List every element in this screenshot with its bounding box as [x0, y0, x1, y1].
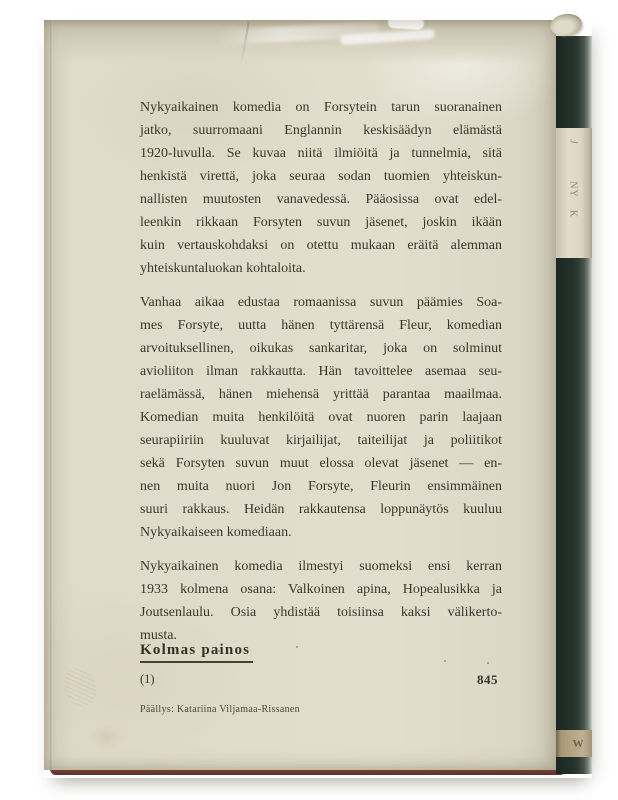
code-right: 845: [477, 672, 498, 687]
blurb-line: musta.: [140, 628, 177, 643]
blurb-line: suuri rakkaus. Heidän rakkautensa loppunäytös kuuluu: [140, 502, 502, 517]
blurb-text: [140, 96, 502, 658]
spine-title-band: [556, 128, 592, 258]
blurb-paragraph: [140, 96, 502, 280]
blurb-line: sekä Forsyten suvun muut elossa olevat jäsenet — en-: [140, 456, 502, 471]
blurb-paragraph: [140, 555, 502, 647]
spine-mid-segment: [556, 258, 592, 730]
spine-title-fragment: K: [567, 209, 579, 218]
blurb-line: raelämässä, hänen miehensä yrittää parantaa maailmaa.: [140, 387, 502, 402]
blurb-line: Komedian muita henkilöitä ovat nuoren parin laajaan: [140, 410, 502, 425]
stain: [90, 724, 124, 750]
blurb-line: kuin vertauskohdaksi on otettu mukaan eräitä alemman: [140, 238, 502, 253]
spine-title-fragment: J: [567, 139, 579, 144]
blurb-paragraph: [140, 291, 502, 544]
speck: [444, 660, 446, 662]
blurb-line: Nykyaikaiseen komediaan.: [140, 525, 292, 540]
blurb-line: nallisten muutosten vanavedessä. Pääosissa ovat edel-: [140, 192, 502, 207]
blurb-line: mes Forsyte, uutta hänen tyttärensä Fleur, komedian: [140, 318, 502, 333]
back-cover: [44, 20, 556, 770]
blurb-line: Vanhaa aikaa edustaa romaanissa suvun päämies Soa-: [140, 295, 502, 310]
blurb-line: 1933 kolmena osana: Valkoinen apina, Hopealusikka ja: [140, 582, 502, 597]
blurb-line: Joutsenlaulu. Osia yhdistää toisiinsa kaksi välikerto-: [140, 605, 502, 620]
stain: [59, 663, 102, 711]
publisher-initial: W: [572, 737, 584, 750]
spine-top-segment: [556, 36, 592, 128]
code-left: (1): [140, 672, 155, 686]
cover-design-credit: Päällys: Katariina Viljamaa-Rissanen: [140, 704, 300, 715]
spine-bottom-segment: [556, 757, 592, 774]
blurb-line: yhteiskuntaluokan kohtaloita.: [140, 261, 306, 276]
spine: [556, 18, 592, 774]
codes-row: [140, 672, 502, 690]
spine-title-fragment: NY: [567, 181, 579, 198]
jacket-crease: [50, 20, 53, 770]
blurb-line: Nykyaikainen komedia on Forsytein tarun suoranainen: [140, 100, 502, 115]
blurb-line: Nykyaikainen komedia ilmestyi suomeksi ensi kerran: [140, 559, 502, 574]
blurb-line: seurapiiriin kuuluvat kirjailijat, taiteilijat ja poliitikot: [140, 433, 502, 448]
blurb-line: 1920-luvulla. Se kuvaa niitä ilmiöitä ja tunnelmia, sitä: [140, 146, 502, 161]
blurb-line: leenkin rikkaan Forsyten suvun jäsenet, joskin ikään: [140, 215, 502, 230]
blurb-line: arvoituksellinen, oikukas sankaritar, joka on solminut: [140, 341, 502, 356]
blurb-line: nen muita nuori Jon Forsyte, Fleurin ensimmäinen: [140, 479, 502, 494]
wear-tear-mark: [388, 16, 425, 30]
blurb-line: jatko, suurromaani Englannin keskisäädyn elämästä: [140, 123, 502, 138]
spine-publisher-band: [556, 730, 592, 757]
blurb-line: henkistä virettä, joka seuraa sodan tuomien yhteiskun-: [140, 169, 502, 184]
speck: [487, 662, 489, 664]
book: [44, 18, 592, 778]
edition-note: Kolmas painos: [140, 642, 253, 663]
blurb-line: avioliiton ilman rakkautta. Hän tavoittelee asemaa seu-: [140, 364, 502, 379]
